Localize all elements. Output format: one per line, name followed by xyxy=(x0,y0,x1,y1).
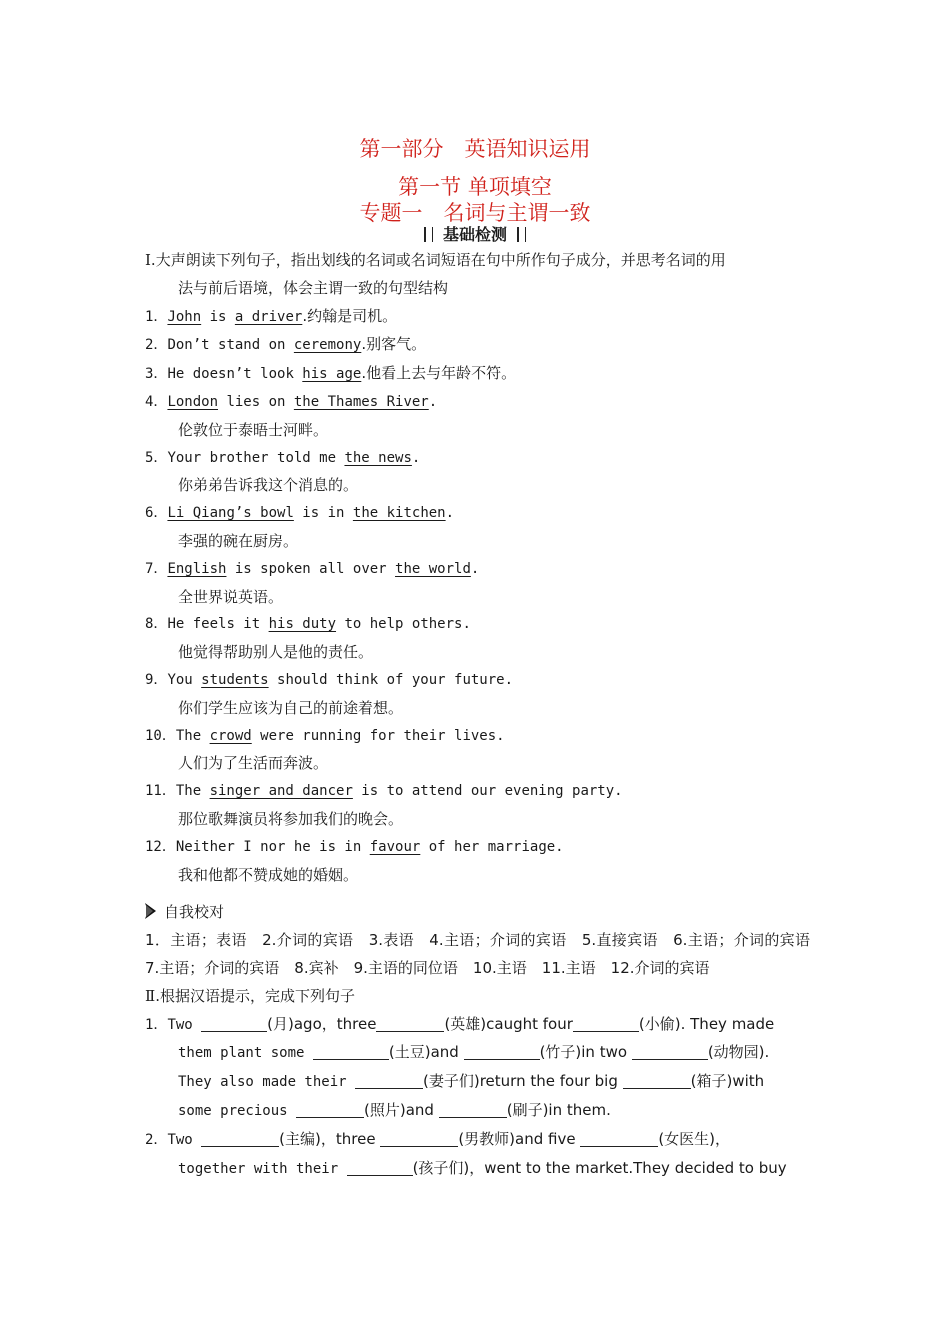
sentence-10: 10．The crowd were running for their lives. xyxy=(145,727,505,744)
blank[interactable] xyxy=(313,1043,389,1060)
sentence-7: 7．English is spoken all over the world. xyxy=(145,560,480,577)
banner-label: 基础检测 xyxy=(442,225,507,244)
sentence-12-translation: 我和他都不赞成她的婚姻。 xyxy=(178,865,359,884)
blank[interactable] xyxy=(296,1101,364,1118)
sentence-9-translation: 你们学生应该为自己的前途着想。 xyxy=(178,698,404,717)
sentence-6-translation: 李强的碗在厨房。 xyxy=(178,531,299,550)
sentence-8: 8．He feels it his duty to help others. xyxy=(145,616,471,633)
blank[interactable] xyxy=(580,1130,658,1147)
arrow-marker-icon xyxy=(145,903,156,919)
self-check-answers: 1．主语；表语 2.介词的宾语 3.表语 4.主语；介词的宾语 5.直接宾语 6.主语；介词的宾语 7.主语；介词的宾语 8.宾补 9.主语的同位语 10.主语 11.主语 12.介词的宾语 xyxy=(145,931,826,977)
blank[interactable] xyxy=(439,1101,507,1118)
question-1-line-4: some precious (照片)and (刷子)in them. xyxy=(178,1100,611,1119)
part-title: 第一部分 英语知识运用 xyxy=(359,137,591,161)
sentence-12: 12．Neither I nor he is in favour of her marriage. xyxy=(145,838,564,855)
blank[interactable] xyxy=(376,1015,444,1032)
part2-heading: Ⅱ.根据汉语提示，完成下列句子 xyxy=(145,986,355,1005)
sentence-5: 5．Your brother told me the news. xyxy=(145,449,421,466)
blank[interactable] xyxy=(623,1072,691,1089)
sentence-8-translation: 他觉得帮助别人是他的责任。 xyxy=(178,643,374,662)
section-title: 第一节 单项填空 xyxy=(398,175,552,199)
banner-bar-right xyxy=(517,227,526,242)
blank[interactable] xyxy=(380,1130,458,1147)
blank[interactable] xyxy=(573,1015,639,1032)
sentence-5-translation: 你弟弟告诉我这个消息的。 xyxy=(178,476,359,495)
question-2-line-2: together with their (孩子们)，went to the market.They decided to buy xyxy=(178,1158,787,1177)
question-1-line-1: 1．Two (月)ago，three (英雄)caught four (小偷). They made xyxy=(145,1014,775,1033)
sentence-11: 11．The singer and dancer is to attend our evening party. xyxy=(145,783,623,800)
document-body xyxy=(145,247,826,1183)
section-banner xyxy=(0,222,950,245)
sentence-6: 6．Li Qiang’s bowl is in the kitchen. xyxy=(145,505,455,522)
sentence-4-translation: 伦敦位于泰晤士河畔。 xyxy=(178,420,329,439)
sentence-10-translation: 人们为了生活而奔波。 xyxy=(178,754,329,773)
question-1-line-2: them plant some (土豆)and (竹子)in two (动物园). xyxy=(178,1043,770,1062)
topic-title: 专题一 名词与主谓一致 xyxy=(359,201,591,225)
blank[interactable] xyxy=(464,1043,540,1060)
part1-heading-cont: 法与前后语境，体会主谓一致的句型结构 xyxy=(178,278,449,297)
banner-bar-left xyxy=(424,227,433,242)
blank[interactable] xyxy=(201,1015,267,1032)
sentence-4: 4．London lies on the Thames River. xyxy=(145,393,438,410)
blank[interactable] xyxy=(347,1159,413,1176)
sentence-11-translation: 那位歌舞演员将参加我们的晚会。 xyxy=(178,809,404,828)
question-1-line-3: They also made their (妻子们)return the four big (箱子)with xyxy=(178,1072,765,1091)
blank[interactable] xyxy=(201,1130,279,1147)
blank[interactable] xyxy=(632,1043,708,1060)
sentence-1: 1．John is a driver.约翰是司机。 xyxy=(145,306,398,325)
sentence-3: 3．He doesn’t look his age.他看上去与年龄不符。 xyxy=(145,364,517,383)
blank[interactable] xyxy=(355,1072,423,1089)
sentence-2: 2．Don’t stand on ceremony.别客气。 xyxy=(145,335,427,354)
question-2-line-1: 2．Two (主编)，three (男教师)and five (女医生)， xyxy=(145,1129,731,1148)
sentence-7-translation: 全世界说英语。 xyxy=(178,587,284,606)
sentence-9: 9．You students should think of your future. xyxy=(145,671,514,688)
part1-heading: I.大声朗读下列句子，指出划线的名词或名词短语在句中所作句子成分，并思考名词的用 xyxy=(145,251,726,269)
self-check-heading: 自我校对 xyxy=(145,899,810,927)
